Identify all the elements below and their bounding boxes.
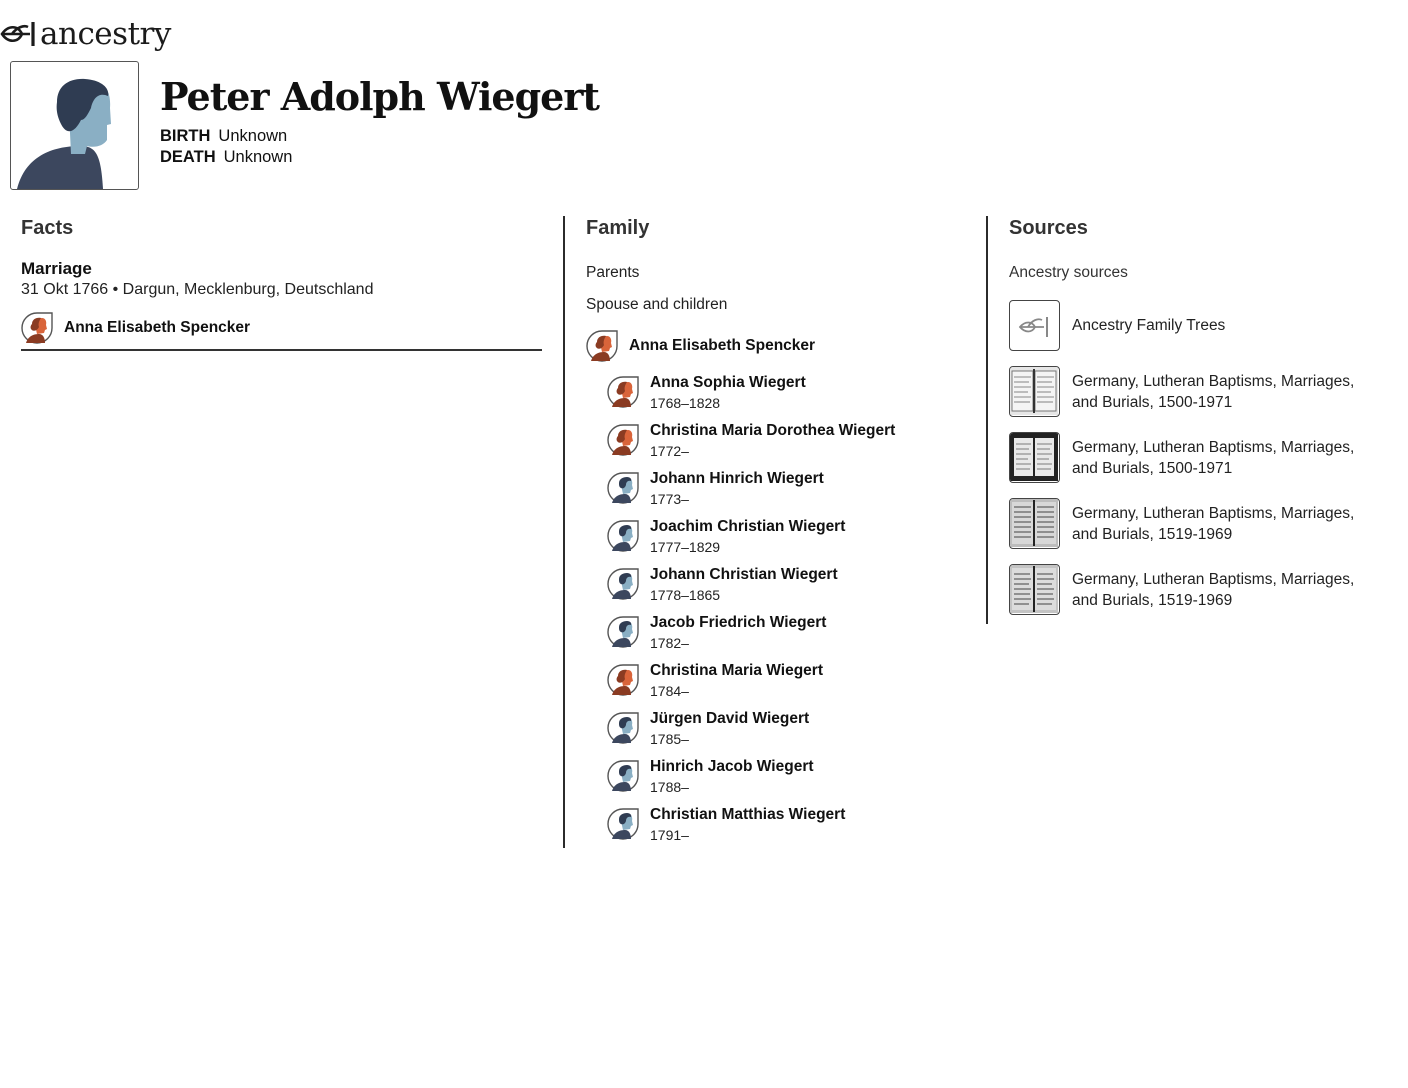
child-entry[interactable] [607, 712, 809, 747]
male-avatar-icon [607, 520, 639, 552]
spouse-name: Anna Elisabeth Spencker [629, 337, 816, 354]
ancestry-logo[interactable] [0, 14, 171, 54]
column-divider-left [563, 216, 565, 848]
ancestry-sources-heading: Ancestry sources [1009, 264, 1128, 281]
child-name: Jürgen David Wiegert [650, 710, 810, 727]
person-avatar [10, 61, 139, 190]
logo-text: ancestry [40, 15, 171, 52]
child-entry[interactable] [607, 568, 838, 603]
spouse-entry[interactable] [586, 330, 815, 362]
male-avatar-icon [607, 568, 639, 600]
source-thumbnail [1009, 564, 1060, 615]
sources-title: Sources [1009, 217, 1088, 239]
child-entry[interactable] [607, 376, 806, 411]
male-avatar-icon [607, 808, 639, 840]
child-years: 1788– [650, 779, 689, 795]
leaf-logo-icon [0, 19, 38, 49]
child-name: Christina Maria Dorothea Wiegert [650, 422, 896, 439]
child-entry[interactable] [607, 472, 824, 507]
column-divider-right [986, 216, 988, 624]
child-years: 1782– [650, 635, 689, 651]
source-thumbnail [1009, 300, 1060, 351]
child-entry[interactable] [607, 424, 895, 459]
source-thumbnail [1009, 432, 1060, 483]
person-name: Peter Adolph Wiegert [160, 74, 599, 119]
record-scan-icon [1010, 499, 1058, 547]
source-item[interactable] [1009, 564, 1372, 615]
fact-spouse-name: Anna Elisabeth Spencker [64, 319, 251, 336]
male-avatar-icon [607, 712, 639, 744]
spouse-children-link[interactable]: Spouse and children [586, 296, 728, 313]
female-avatar-icon [607, 664, 639, 696]
male-avatar-icon [607, 472, 639, 504]
child-years: 1777–1829 [650, 539, 721, 555]
source-label: Germany, Lutheran Baptisms, Marriages, and Burials, 1500-1971 [1072, 372, 1355, 411]
fact-divider [21, 349, 542, 351]
child-entry[interactable] [607, 760, 814, 795]
child-name: Jacob Friedrich Wiegert [650, 614, 827, 631]
child-years: 1778–1865 [650, 587, 721, 603]
fact-event-detail: 31 Okt 1766 • Dargun, Mecklenburg, Deutschland [21, 281, 374, 298]
record-scan-icon [1010, 565, 1058, 613]
birth-label: BIRTH [160, 127, 211, 145]
source-label: Germany, Lutheran Baptisms, Marriages, and Burials, 1519-1969 [1072, 504, 1355, 543]
male-avatar-icon [607, 760, 639, 792]
child-name: Christian Matthias Wiegert [650, 806, 846, 823]
birth-value: Unknown [218, 127, 288, 145]
child-years: 1772– [650, 443, 689, 459]
female-avatar-icon [586, 330, 618, 362]
female-avatar-icon [21, 312, 53, 344]
child-entry[interactable] [607, 808, 845, 843]
death-label: DEATH [160, 148, 216, 166]
source-thumbnail [1009, 366, 1060, 417]
source-item[interactable] [1009, 300, 1372, 351]
vitals [160, 126, 292, 168]
parents-link[interactable]: Parents [586, 264, 640, 281]
child-name: Johann Christian Wiegert [650, 566, 838, 583]
death-value: Unknown [223, 148, 293, 166]
female-avatar-icon [607, 424, 639, 456]
record-scan-dark-icon [1010, 433, 1058, 481]
male-avatar-icon [607, 616, 639, 648]
death-row [160, 147, 292, 168]
leaf-icon [1010, 301, 1058, 349]
record-scan-icon [1010, 367, 1058, 415]
source-item[interactable] [1009, 366, 1372, 417]
source-item[interactable] [1009, 432, 1372, 483]
child-years: 1773– [650, 491, 689, 507]
child-name: Christina Maria Wiegert [650, 662, 823, 679]
source-label: Germany, Lutheran Baptisms, Marriages, and Burials, 1500-1971 [1072, 438, 1355, 477]
source-item[interactable] [1009, 498, 1372, 549]
child-name: Hinrich Jacob Wiegert [650, 758, 814, 775]
child-years: 1768–1828 [650, 395, 721, 411]
child-entry[interactable] [607, 520, 845, 555]
child-entry[interactable] [607, 616, 826, 651]
child-entry[interactable] [607, 664, 823, 699]
source-label: Ancestry Family Trees [1072, 317, 1226, 334]
source-thumbnail [1009, 498, 1060, 549]
male-silhouette-icon [11, 62, 138, 189]
female-avatar-icon [607, 376, 639, 408]
child-years: 1791– [650, 827, 689, 843]
source-label: Germany, Lutheran Baptisms, Marriages, and Burials, 1519-1969 [1072, 570, 1355, 609]
birth-row [160, 126, 292, 147]
child-name: Johann Hinrich Wiegert [650, 470, 824, 487]
family-title: Family [586, 217, 650, 239]
fact-spouse-link[interactable] [21, 312, 250, 344]
child-years: 1785– [650, 731, 689, 747]
fact-event-title: Marriage [21, 259, 92, 278]
child-years: 1784– [650, 683, 689, 699]
facts-title: Facts [21, 217, 74, 239]
child-name: Anna Sophia Wiegert [650, 374, 806, 391]
child-name: Joachim Christian Wiegert [650, 518, 846, 535]
